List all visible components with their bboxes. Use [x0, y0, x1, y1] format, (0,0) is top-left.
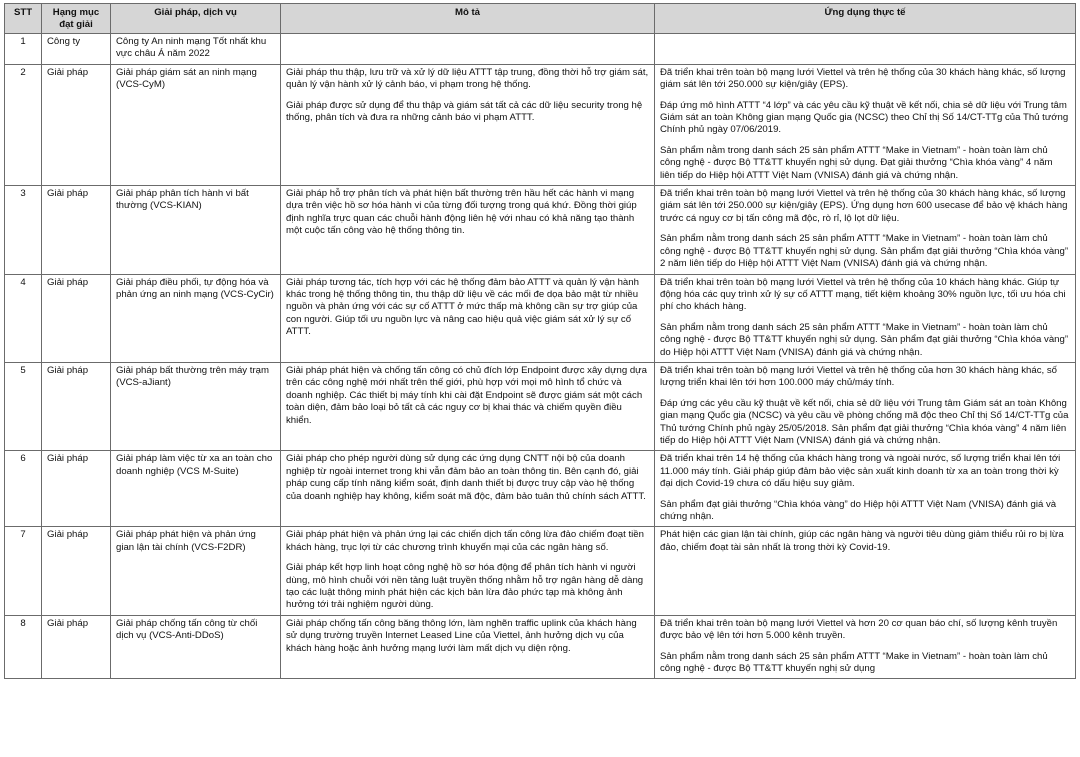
- table-body: [5, 34, 1076, 679]
- table-row: [5, 34, 1076, 65]
- table-row: [5, 274, 1076, 362]
- row-solution: Giải pháp điều phối, tự động hóa và phản ứng an ninh mạng (VCS-CyCir): [111, 274, 281, 362]
- row-description: [281, 527, 655, 615]
- row-category: Giải pháp: [42, 527, 111, 615]
- row-description: [281, 615, 655, 679]
- row-stt: 2: [5, 64, 42, 185]
- row-solution: Giải pháp chống tấn công từ chối dịch vụ (VCS-Anti-DDoS): [111, 615, 281, 679]
- application-paragraph: Sản phẩm nằm trong danh sách 25 sản phẩm ATTT “Make in Vietnam” - hoàn toàn làm chủ công nghệ - được Bộ TT&TT khuyến nghị sử dụng. Sản phẩm đạt giải thưởng “Chìa khóa vàng” do Hiệp hội ATTT Việt Nam (VNISA) đánh giá và chứng nhận.: [660, 321, 1069, 358]
- row-application: [655, 451, 1076, 527]
- header-description: Mô tả: [281, 4, 655, 34]
- row-category: Giải pháp: [42, 615, 111, 679]
- row-application: [655, 186, 1076, 274]
- row-application: [655, 34, 1076, 65]
- row-solution: Công ty An ninh mạng Tốt nhất khu vực châu Á năm 2022: [111, 34, 281, 65]
- table-row: [5, 451, 1076, 527]
- awards-table: [4, 3, 1076, 679]
- table-row: [5, 527, 1076, 615]
- row-solution: Giải pháp giám sát an ninh mạng (VCS-CyM): [111, 64, 281, 185]
- row-stt: 6: [5, 451, 42, 527]
- description-paragraph: Giải pháp chống tấn công băng thông lớn, làm nghẽn traffic uplink của khách hàng sử dụng trường truyền Internet Leased Line của Viettel, ảnh hưởng dịch vụ của khách hàng hoặc ảnh hưởng mạng lưới làm mất dịch vụ diện rộng.: [286, 617, 637, 654]
- row-description: [281, 274, 655, 362]
- header-stt: STT: [5, 4, 42, 34]
- row-stt: 5: [5, 362, 42, 450]
- application-paragraph: Đã triển khai trên toàn bộ mạng lưới Viettel và hơn 20 cơ quan báo chí, số lượng kênh truyền được bảo vệ lên tới hơn 5.000 kênh truyền.: [660, 617, 1058, 642]
- row-description: [281, 362, 655, 450]
- row-category: Giải pháp: [42, 274, 111, 362]
- table-row: [5, 615, 1076, 679]
- application-paragraph: Đáp ứng các yêu cầu kỹ thuật về kết nối, chia sẻ dữ liệu với Trung tâm Giám sát an toàn Không gian mạng Quốc gia (NCSC) và yêu cầu về phòng chống mã độc theo Chỉ thị Số 14/CT-TTg của Thủ tướng Chính phủ ngày 25/05/2018. Sản phẩm đạt giải thưởng “Chìa khóa vàng” 4 năm liên tiếp do Hiệp hội ATTT Việt Nam (VNISA) đánh giá và chứng nhận.: [660, 397, 1069, 446]
- row-application: [655, 64, 1076, 185]
- table-row: [5, 186, 1076, 274]
- row-description: [281, 186, 655, 274]
- row-stt: 1: [5, 34, 42, 65]
- description-paragraph: Giải pháp thu thập, lưu trữ và xử lý dữ liệu ATTT tập trung, đồng thời hỗ trợ giám sát, quản lý vận hành xử lý cảnh báo, vi phạm trong hệ thống.: [286, 66, 649, 91]
- row-description: [281, 64, 655, 185]
- application-paragraph: Đã triển khai trên toàn bộ mạng lưới Viettel và trên hệ thống của 10 khách hàng khác. Giúp tự động hóa các quy trình xử lý sự cố ATTT mạng, tiết kiệm khoảng 30% nguồn lực, tối ưu hóa chi phí cho khách hàng.: [660, 276, 1066, 313]
- row-solution: Giải pháp làm việc từ xa an toàn cho doanh nghiệp (VCS M-Suite): [111, 451, 281, 527]
- application-paragraph: Sản phẩm nằm trong danh sách 25 sản phẩm ATTT “Make in Vietnam” - hoàn toàn làm chủ công nghệ - được Bộ TT&TT khuyến nghị sử dụng: [660, 650, 1048, 675]
- description-paragraph: Giải pháp được sử dụng để thu thập và giám sát tất cả các dữ liệu security trong hệ thống, phân tích và đưa ra những cảnh báo vi phạm ATTT.: [286, 99, 643, 124]
- description-paragraph: Giải pháp tương tác, tích hợp với các hệ thống đảm bảo ATTT và quản lý vận hành khác trong hệ thống thông tin, thu thập dữ liệu về các mối đe dọa bảo mật từ nhiều nguồn và phản ứng với các sự cố ATTT ở mức thấp mà không cần sự trợ giúp của con người. Giúp tối ưu nguồn lực và nâng cao hiệu quả việc giám sát xử lý sự cố ATTT.: [286, 276, 639, 338]
- application-paragraph: Đã triển khai trên toàn bộ mạng lưới Viettel và trên hệ thống của 30 khách hàng khác, số lượng giám sát lên tới 250.000 sự kiện/giây (EPS). Ứng dụng hơn 600 usecase để bảo vệ khách hàng trước cá nguy cơ bị tấn công mã độc, rò rỉ, lộ lọt dữ liệu.: [660, 188, 1068, 224]
- application-paragraph: Sản phẩm nằm trong danh sách 25 sản phẩm ATTT “Make in Vietnam” - hoàn toàn làm chủ công nghệ - được Bộ TT&TT khuyến nghị sử dụng. Sản phẩm đạt giải thưởng “Chìa khóa vàng” 2 năm liên tiếp do Hiệp hội ATTT Việt Nam (VNISA) đánh giá và chứng nhận.: [660, 233, 1069, 270]
- row-category: Công ty: [42, 34, 111, 65]
- row-application: [655, 527, 1076, 615]
- description-paragraph: Giải pháp phát hiện và phản ứng lại các chiến dịch tấn công lừa đảo chiếm đoạt tiền khách hàng, trục lợi từ các chương trình khuyến mại của các ngân hàng số.: [286, 529, 644, 553]
- table-row: [5, 64, 1076, 185]
- row-description: [281, 34, 655, 65]
- description-paragraph: Giải pháp phát hiện và chống tấn công có chủ đích lớp Endpoint được xây dựng dựa trên các công nghệ mới nhất trên thế giới, phù hợp với mọi mô hình tổ chức và doanh nghiệp. Các thiết bị máy tính khi cài đặt Endpoint sẽ được giám sát một cách toàn diện, đảm bảo loại bỏ tất cả các nguy cơ bị khai thác và chiếm quyền điều khiển.: [286, 364, 647, 426]
- row-application: [655, 362, 1076, 450]
- application-paragraph: Đã triển khai trên toàn bộ mạng lưới Viettel và trên hệ thống của 30 khách hàng khác, số lượng giám sát lên tới 250.000 sự kiện/giây (EPS).: [660, 66, 1066, 91]
- header-solution: Giải pháp, dịch vụ: [111, 4, 281, 34]
- description-paragraph: Giải pháp hỗ trợ phân tích và phát hiện bất thường trên hầu hết các hành vi mạng dựa trên việc hồ sơ hóa hành vi của từng đối tượng trong quá khứ. Đồng thời giúp định nghĩa trực quan các chuỗi hành động liên hệ với nhau có khả năng tạo thành một cuộc tấn công vào hệ thống thông tin.: [286, 188, 637, 237]
- row-solution: Giải pháp phát hiện và phản ứng gian lận tài chính (VCS-F2DR): [111, 527, 281, 615]
- row-stt: 3: [5, 186, 42, 274]
- application-paragraph: Đáp ứng mô hình ATTT “4 lớp” và các yêu cầu kỹ thuật về kết nối, chia sẻ dữ liệu với Trung tâm Giám sát an toàn Không gian mạng Quốc gia (NCSC) theo Chỉ thị Số 14/CT-TTg của Thủ tướng Chính phủ ngày 07/06/2019.: [660, 99, 1069, 136]
- application-paragraph: Sản phẩm đạt giải thưởng “Chìa khóa vàng” do Hiệp hội ATTT Việt Nam (VNISA) đánh giá và chứng nhận.: [660, 498, 1057, 522]
- row-category: Giải pháp: [42, 64, 111, 185]
- row-category: Giải pháp: [42, 186, 111, 274]
- application-paragraph: Đã triển khai trên toàn bộ mạng lưới Viettel và trên hệ thống của hơn 30 khách hàng khác, số lượng triển khai lên tới hơn 100.000 máy chủ/máy tính.: [660, 364, 1057, 389]
- table-row: [5, 362, 1076, 450]
- row-stt: 7: [5, 527, 42, 615]
- header-application: Ứng dụng thực tế: [655, 4, 1076, 34]
- row-description: [281, 451, 655, 527]
- description-paragraph: Giải pháp cho phép người dùng sử dụng các ứng dụng CNTT nội bộ của doanh nghiệp từ ngoài internet trong khi vẫn đảm bảo an toàn thông tin. Bên cạnh đó, giải pháp cung cấp tính năng kiểm soát, định danh thiết bị được truy cập vào hệ thống của doanh nghiệp hay không, kiểm soát mã độc, đảm bảo tuân thủ chính sách ATTT.: [286, 453, 646, 502]
- row-solution: Giải pháp phân tích hành vi bất thường (VCS-KIAN): [111, 186, 281, 274]
- application-paragraph: Đã triển khai trên 14 hệ thống của khách hàng trong và ngoài nước, số lượng triển khai lên tới 11.000 máy tính. Giải pháp giúp đảm bảo việc sản xuất kinh doanh từ xa an toàn trong thời kỳ đại dịch Covid-19 chưa có dấu hiệu suy giảm.: [660, 453, 1061, 490]
- application-paragraph: Sản phẩm nằm trong danh sách 25 sản phẩm ATTT “Make in Vietnam” - hoàn toàn làm chủ công nghệ - được Bộ TT&TT khuyến nghị sử dụng. Đạt giải thưởng “Chìa khóa vàng” 4 năm liên tiếp do Hiệp hội ATTT Việt Nam (VNISA) đánh giá và chứng nhận.: [660, 144, 1053, 181]
- row-category: Giải pháp: [42, 362, 111, 450]
- row-stt: 4: [5, 274, 42, 362]
- row-solution: Giải pháp bất thường trên máy trạm (VCS-aJiant): [111, 362, 281, 450]
- row-stt: 8: [5, 615, 42, 679]
- row-application: [655, 274, 1076, 362]
- description-paragraph: Giải pháp kết hợp linh hoạt công nghệ hồ sơ hóa động để phân tích hành vi người dùng, mô hình chuỗi với nền tảng luật truyền thống nhằm hỗ trợ ngân hàng dễ dàng tạo các luật thông minh phát hiện các kịch bản lừa đảo phức tạp mà không ảnh hưởng tới trải nghiệm người dùng.: [286, 562, 644, 611]
- application-paragraph: Phát hiện các gian lận tài chính, giúp các ngân hàng và người tiêu dùng giảm thiểu rủi ro bị lừa đảo, chiếm đoạt tài sản nhất là trong thời kỳ Covid-19.: [660, 529, 1064, 553]
- row-category: Giải pháp: [42, 451, 111, 527]
- row-application: [655, 615, 1076, 679]
- table-header-row: [5, 4, 1076, 34]
- header-category: Hạng mục đạt giải: [42, 4, 111, 34]
